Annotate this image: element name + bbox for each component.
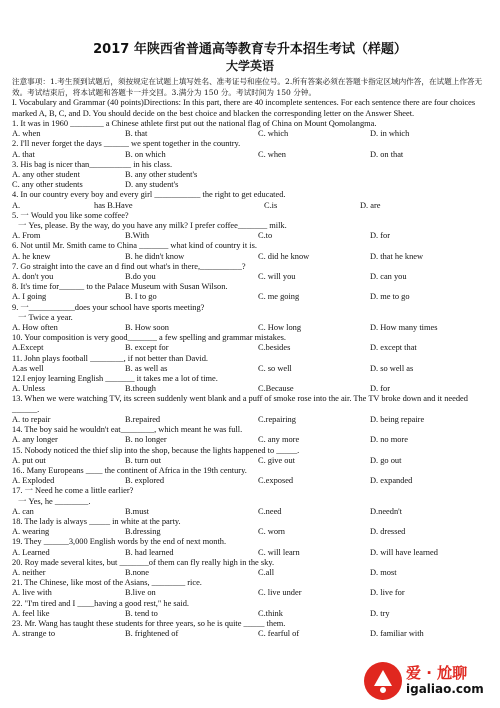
answer-option[interactable]: B.live on (125, 588, 156, 598)
answer-option[interactable]: B. tend to (125, 608, 158, 618)
exam-title: 2017 年陕西省普通高等教育专升本招生考试（样题） (93, 42, 407, 57)
answer-options (12, 170, 488, 180)
question-item (12, 619, 488, 639)
question-stem: 1. It was in 1960 ________ a Chinese athlete first put out the national flag of China on Mount Qomolangma. (12, 119, 377, 128)
question-item (12, 262, 488, 282)
answer-options (12, 476, 488, 486)
question-stem: 4. In our country every boy and every girl ___________ the right to get educated. (12, 190, 286, 200)
question-stem: 5. 一 Would you like some coffee? (12, 210, 129, 220)
exam-notice: 注意事项：1.考生预到试题后，须按规定在试题上填写姓名、准考证号和座位号。2.所有答案必须在答题卡指定区域内作答，在试题上作答无效。考试结束后，将本试题和答题卡一并交回。3.满分为 150 分。考试时间为 150 分钟。 (12, 77, 483, 97)
question-item (12, 578, 488, 598)
answer-options (12, 180, 488, 190)
answer-option[interactable]: C. will learn (258, 547, 300, 557)
answer-option[interactable]: D. on that (370, 149, 404, 159)
answer-option[interactable]: D. being repaire (370, 414, 425, 424)
answer-option[interactable]: C.to (258, 231, 273, 241)
question-item (12, 282, 488, 302)
question-item (12, 160, 488, 180)
watermark-logo (362, 660, 492, 702)
answer-option[interactable]: C. fearful of (258, 629, 300, 639)
answer-options (12, 435, 488, 445)
question-item (12, 537, 488, 557)
answer-option[interactable]: D.needn't (370, 506, 402, 516)
answer-options (12, 588, 488, 598)
answer-option[interactable]: B. explored (125, 476, 165, 486)
answer-option[interactable]: B.With (125, 231, 150, 241)
question-item (12, 354, 488, 374)
answer-option[interactable]: D. can you (370, 272, 407, 282)
answer-options (12, 292, 488, 302)
answer-option[interactable]: D. for (370, 231, 391, 241)
answer-options (12, 272, 488, 282)
question-item (12, 139, 488, 159)
answer-option[interactable]: A.as well (12, 363, 44, 373)
answer-options (12, 456, 488, 466)
answer-options (12, 548, 488, 558)
answer-option[interactable]: C.Because (258, 384, 294, 394)
question-item (12, 558, 488, 578)
answer-option[interactable]: C. when (258, 149, 286, 159)
answer-option[interactable]: B.none (125, 567, 149, 577)
answer-option[interactable]: B. frightened of (125, 629, 179, 639)
question-item (12, 241, 488, 261)
answer-option[interactable]: B.dressing (125, 527, 161, 537)
answer-option[interactable]: A. to repair (12, 414, 51, 424)
answer-option[interactable]: A. live with (12, 588, 52, 598)
answer-option[interactable]: has B.Have (94, 200, 133, 210)
answer-option[interactable]: B. that (125, 129, 148, 139)
answer-option[interactable]: B. except for (125, 343, 169, 353)
answer-options (12, 201, 488, 211)
answer-option[interactable]: C. live under (258, 588, 302, 598)
answer-option[interactable]: D. so well as (370, 363, 414, 373)
answer-option[interactable]: B.though (125, 384, 156, 394)
answer-option[interactable]: C. any more (258, 435, 300, 445)
answer-options (12, 150, 488, 160)
answer-option[interactable]: B. as well as (125, 363, 168, 373)
question-reply: 一 Yes, please. By the way, do you have any milk? I prefer coffee_______ milk. (18, 221, 287, 231)
question-stem: 6. Not until Mr. Smith came to China _______ what kind of country it is. (12, 241, 257, 251)
question-item (12, 374, 488, 394)
answer-option[interactable]: D. are (360, 200, 381, 210)
answer-option[interactable]: C. did he know (258, 251, 310, 261)
answer-option[interactable]: C.is (264, 200, 278, 210)
answer-option[interactable]: D. most (370, 567, 397, 577)
answer-option[interactable]: C. How long (258, 323, 302, 333)
question-item (12, 303, 488, 334)
answer-option[interactable]: C.all (258, 567, 275, 577)
question-item (12, 517, 488, 537)
question-item (12, 486, 488, 517)
answer-option[interactable]: B. any other student's (125, 170, 198, 180)
question-item (12, 333, 488, 353)
answer-option[interactable]: D. expanded (370, 476, 413, 486)
answer-option[interactable]: D. any student's (125, 180, 179, 190)
question-stem: 22. "I'm tired and I ____having a good rest," he said. (12, 598, 189, 608)
question-item (12, 211, 488, 242)
answer-option[interactable]: A.Except (12, 343, 44, 353)
question-stem: 15. Nobody noticed the thief slip into the shop, because the lights happened to _____. (12, 445, 300, 455)
question-item (12, 599, 488, 619)
answer-option[interactable]: B. I to go (125, 292, 157, 302)
answer-option[interactable]: B.must (125, 506, 149, 516)
answer-option[interactable]: C.besides (258, 343, 291, 353)
answer-option[interactable]: D. familiar with (370, 629, 424, 639)
answer-option[interactable]: B. had learned (125, 547, 174, 557)
answer-options (12, 527, 488, 537)
answer-option[interactable]: D. no more (370, 435, 408, 445)
answer-option[interactable]: C. me going (258, 292, 300, 302)
answer-options (12, 629, 488, 639)
question-stem: 14. The boy said he wouldn't eat________, which meant he was full. (12, 425, 243, 435)
question-item (12, 466, 488, 486)
question-item (12, 446, 488, 466)
question-item (12, 394, 488, 425)
answer-option[interactable]: D. me to go (370, 292, 410, 302)
answer-option[interactable]: C. so well (258, 363, 292, 373)
answer-option[interactable]: C.exposed (258, 476, 294, 486)
answer-options (12, 129, 488, 139)
answer-option[interactable]: A. neither (12, 567, 46, 577)
answer-option[interactable]: B.do you (125, 272, 156, 282)
answer-option[interactable]: C.need (258, 506, 282, 516)
answer-option[interactable]: D. How many times (370, 323, 438, 333)
answer-options (12, 415, 488, 425)
question-stem: 13. When we were watching TV, its screen suddenly went blank and a puff of smoke rose into the air. The TV broke down and it needed ______. (12, 394, 471, 414)
answer-option[interactable]: B.repaired (125, 414, 161, 424)
answer-option[interactable]: D. dressed (370, 527, 406, 537)
question-stem: 2. I'll never forget the days ______ we spent together in the country. (12, 139, 241, 149)
answer-option[interactable]: D. for (370, 384, 391, 394)
answer-options (12, 252, 488, 262)
question-stem: 9. 一___________does your school have sports meeting? (12, 302, 205, 312)
answer-option[interactable]: A. From (12, 231, 41, 241)
question-item (12, 425, 488, 445)
question-stem: 23. Mr. Wang has taught these students for three years, so he is quite _____ them. (12, 618, 286, 628)
answer-option[interactable]: D. go out (370, 455, 402, 465)
exam-subtitle: 大学英语 (225, 59, 274, 73)
answer-option[interactable]: D. live for (370, 588, 405, 598)
question-reply: 一 Yes, he ________. (18, 496, 91, 506)
question-reply: 一 Twice a year. (18, 312, 73, 322)
answer-option[interactable]: C.think (258, 608, 283, 618)
answer-option[interactable]: A. put out (12, 455, 46, 465)
question-stem: 20. Roy made several kites, but _______of them can fly really high in the sky. (12, 557, 275, 567)
question-stem: 7. Go straight into the cave an d find out what's in there,__________? (12, 261, 246, 271)
answer-option[interactable]: A. he knew (12, 251, 51, 261)
exam-page (12, 0, 488, 639)
answer-option[interactable]: C. give out (258, 455, 295, 465)
answer-option[interactable]: B. How soon (125, 323, 169, 333)
answer-option[interactable]: C. which (258, 129, 289, 139)
question-list (12, 119, 488, 639)
answer-options (12, 609, 488, 619)
answer-option[interactable]: A. when (12, 129, 41, 139)
question-stem: 3. His bag is nicer than__________ in his class. (12, 159, 173, 169)
answer-option[interactable]: B. turn out (125, 455, 162, 465)
answer-option[interactable]: B. no longer (125, 435, 167, 445)
question-item (12, 180, 488, 190)
answer-options (12, 384, 488, 394)
question-stem: 21. The Chinese, like most of the Asians, ________ rice. (12, 578, 202, 588)
section-directions: I. Vocabulary and Grammar (40 points)Directions: In this part, there are 40 incomplete sentences. For each sentence there are four choices marked A, B, C, and D. You should decide on the best choice and blacken the corresponding letter on the Answer Sheet. (12, 98, 476, 118)
answer-option[interactable]: B. he didn't know (125, 251, 185, 261)
answer-option[interactable]: C. worn (258, 527, 285, 537)
answer-option[interactable]: A. feel like (12, 608, 50, 618)
watermark-emblem-icon (362, 660, 404, 702)
answer-options (12, 343, 488, 353)
answer-option[interactable]: D. except that (370, 343, 417, 353)
answer-option[interactable]: A. Unless (12, 384, 46, 394)
answer-option[interactable]: D. in which (370, 129, 410, 139)
answer-option[interactable]: A. Exploded (12, 476, 55, 486)
question-stem: 12.I enjoy learning English _______ it takes me a lot of time. (12, 374, 218, 384)
question-stem: 8. It's time for______ to the Palace Museum with Susan Wilson. (12, 282, 228, 292)
answer-option[interactable]: C. any other students (12, 180, 83, 190)
answer-options (12, 231, 488, 241)
question-item (12, 190, 488, 210)
answer-option[interactable]: A. don't you (12, 272, 54, 282)
question-stem: 18. The lady is always _____ in white at the party. (12, 516, 181, 526)
answer-option[interactable]: C. will you (258, 272, 296, 282)
answer-option[interactable]: A. can (12, 506, 34, 516)
answer-option[interactable]: C.repairing (258, 414, 296, 424)
answer-options (12, 323, 488, 333)
question-stem: 16.. Many Europeans ____ the continent of Africa in the 19th century. (12, 465, 247, 475)
question-stem: 10. Your composition is very good_______ a few spelling and grammar mistakes. (12, 333, 287, 343)
answer-option[interactable]: A. any longer (12, 435, 58, 445)
answer-option[interactable]: D. will have learned (370, 547, 438, 557)
answer-option[interactable]: A. Learned (12, 547, 50, 557)
answer-option[interactable]: D. that he knew (370, 251, 424, 261)
question-stem: 11. John plays football ________, if not better than David. (12, 353, 209, 363)
answer-option[interactable]: B. on which (125, 149, 166, 159)
answer-option[interactable]: A. wearing (12, 527, 50, 537)
answer-option[interactable]: A. How often (12, 323, 58, 333)
answer-options (12, 364, 488, 374)
answer-option[interactable]: A. that (12, 149, 35, 159)
question-stem: 19. They ______3,000 English words by the end of next month. (12, 537, 227, 547)
answer-options (12, 568, 488, 578)
answer-option[interactable]: D. try (370, 608, 390, 618)
watermark-url: igaliao.com (406, 682, 484, 696)
answer-option[interactable]: A. strange to (12, 629, 56, 639)
answer-option[interactable]: A. any other student (12, 170, 80, 180)
answer-option[interactable]: A. (12, 200, 21, 210)
answer-option[interactable]: A. I going (12, 292, 47, 302)
question-item (12, 119, 488, 139)
question-stem: 17. 一 Need he come a little earlier? (12, 486, 134, 496)
watermark-brand: 爱 · 尬聊 (406, 664, 468, 682)
answer-options (12, 507, 488, 517)
